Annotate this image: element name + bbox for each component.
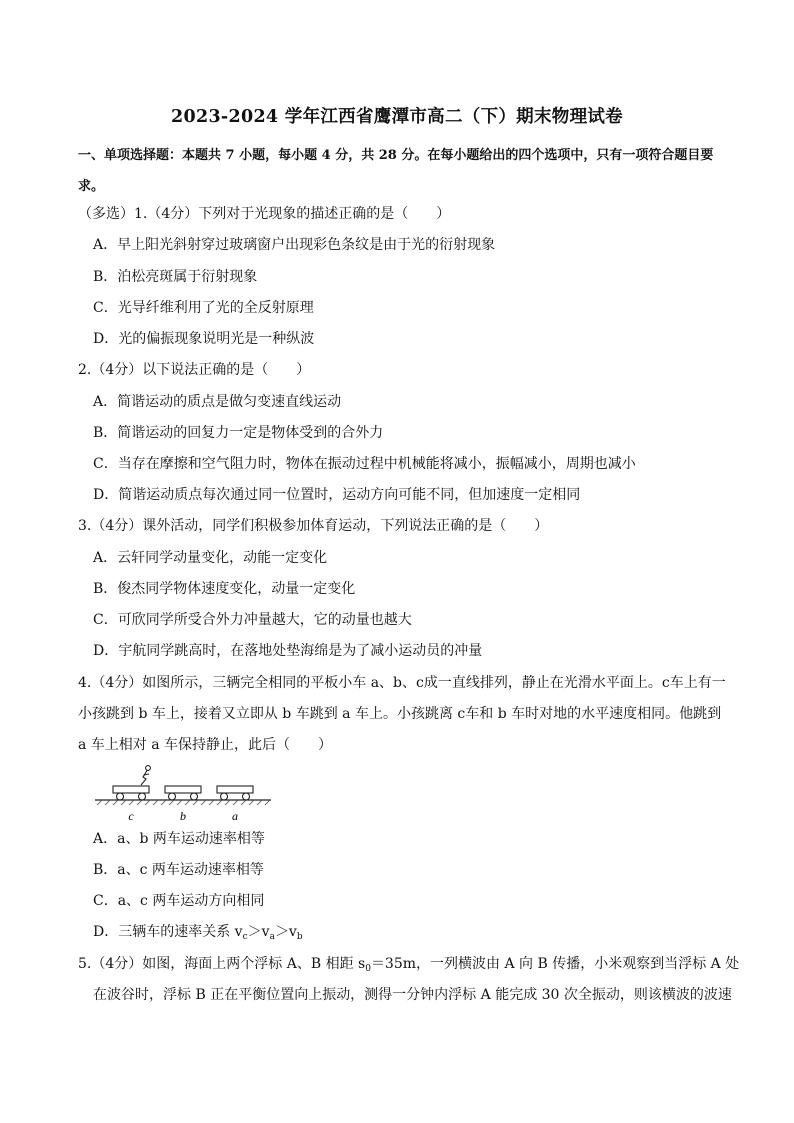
option-d-gt-2: ＞v xyxy=(274,924,297,940)
question-4-option-c: C．a、c 两车运动方向相同 xyxy=(93,893,265,909)
question-5-stem-line-2: 在波谷时，浮标 B 正在平衡位置向上振动，测得一分钟内浮标 A 能完成 30 次全振动，则该横波的波速 xyxy=(93,987,732,1003)
cart-b xyxy=(165,786,201,800)
question-1-option-a: A．早上阳光斜射穿过玻璃窗户出现彩色条纹是由于光的衍射现象 xyxy=(93,237,496,253)
question-3-option-d: D．宇航同学跳高时，在落地处垫海绵是为了减小运动员的冲量 xyxy=(93,643,483,659)
label-b: b xyxy=(180,809,186,823)
question-1-option-c: C．光导纤维利用了光的全反射原理 xyxy=(93,300,314,316)
question-3-option-a: A．云轩同学动量变化，动能一定变化 xyxy=(93,550,328,566)
cart-c xyxy=(113,786,149,800)
option-d-text: D．三辆车的速率关系 v xyxy=(93,924,243,940)
question-4-option-b: B．a、c 两车运动速率相等 xyxy=(93,862,264,878)
subscript-a: a xyxy=(269,932,275,942)
option-d-gt-1: ＞v xyxy=(247,924,270,940)
cart-a xyxy=(217,786,253,800)
question-4-option-a: A．a、b 两车运动速率相等 xyxy=(93,831,265,847)
label-a: a xyxy=(232,809,238,823)
carts-figure xyxy=(93,760,273,825)
question-4-stem-line-3: a 车上相对 a 车保持静止，此后（ ） xyxy=(78,737,333,753)
question-2-option-c: C．当存在摩擦和空气阻力时，物体在振动过程中机械能将减小，振幅减小，周期也减小 xyxy=(93,456,636,472)
question-4-option-d xyxy=(93,922,303,942)
q5-text-b: ＝35m，一列横波由 A 向 B 传播，小米观察到当浮标 A 处 xyxy=(370,956,740,972)
question-2-option-b: B．简谐运动的回复力一定是物体受到的合外力 xyxy=(93,425,384,441)
question-2-option-a: A．简谐运动的质点是做匀变速直线运动 xyxy=(93,394,342,410)
label-c: c xyxy=(128,809,134,823)
question-1-option-b: B．泊松亮斑属于衍射现象 xyxy=(93,269,258,285)
ground-hatching xyxy=(97,800,270,805)
question-1-stem: （多选）1.（4分）下列对于光现象的描述正确的是（ ） xyxy=(78,206,451,222)
subscript-b: b xyxy=(296,932,303,942)
question-3-option-c: C．可欣同学所受合外力冲量越大，它的动量也越大 xyxy=(93,612,412,628)
question-1-option-d: D．光的偏振现象说明光是一种纵波 xyxy=(93,331,315,347)
subscript-0: 0 xyxy=(365,964,371,974)
question-3-stem: 3.（4分）课外活动，同学们积极参加体育运动，下列说法正确的是（ ） xyxy=(78,518,549,534)
question-2-option-d: D．简谐运动质点每次通过同一位置时，运动方向可能不同，但加速度一定相同 xyxy=(93,487,581,503)
question-3-option-b: B．俊杰同学物体速度变化，动量一定变化 xyxy=(93,581,356,597)
page-title: 2023-2024 学年江西省鹰潭市高二（下）期末物理试卷 xyxy=(171,107,623,127)
carts-diagram xyxy=(93,760,273,825)
question-4-stem-line-1: 4.（4分）如图所示，三辆完全相同的平板小车 a、b、c成一直线排列，静止在光滑水平面上。c车上有一 xyxy=(78,675,726,691)
question-4-stem-line-2: 小孩跳到 b 车上，接着又立即从 b 车跳到 a 车上。小孩跳离 c车和 b 车时对地的水平速度相同。他跳到 xyxy=(78,706,722,722)
section-heading: 一、单项选择题：本题共 7 小题，每小题 4 分，共 28 分。在每小题给出的四个选项中，只有一项符合题目要求。 xyxy=(78,148,714,194)
question-5-stem-line-1 xyxy=(78,954,739,974)
q5-text-a: 5.（4分）如图，海面上两个浮标 A、B 相距 s xyxy=(78,956,366,972)
question-2-stem: 2.（4分）以下说法正确的是（ ） xyxy=(78,362,311,378)
child-figure xyxy=(141,766,150,785)
subscript-c: c xyxy=(242,932,248,942)
